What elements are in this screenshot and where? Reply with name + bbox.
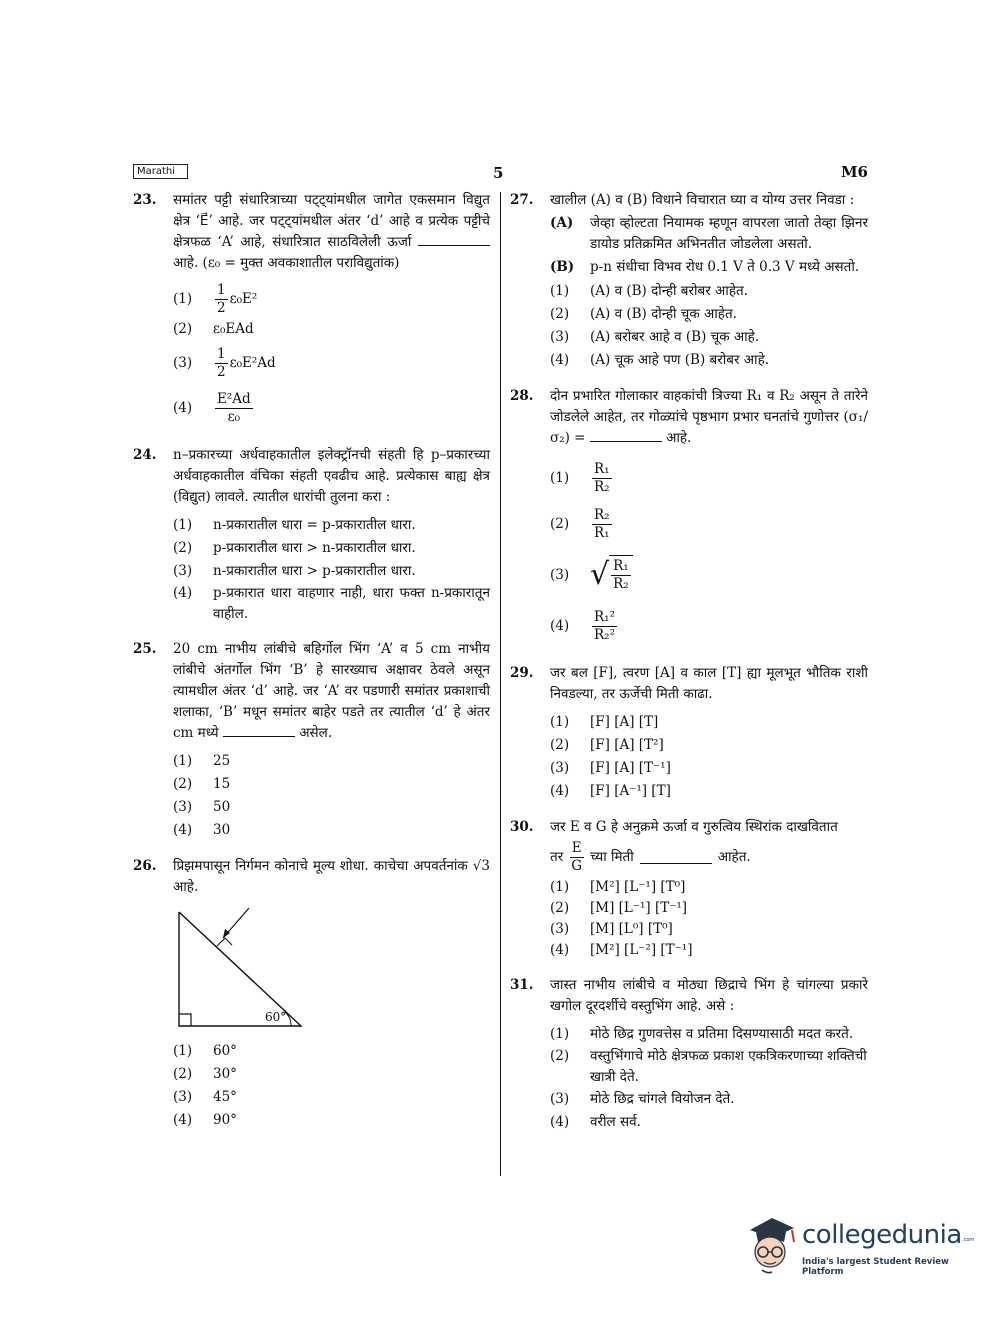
option-2[interactable]: (2) [M] [L⁻¹] [T⁻¹] bbox=[550, 900, 688, 916]
fraction: $\frac{1}{2}$ bbox=[217, 345, 226, 380]
question-23 bbox=[133, 190, 490, 431]
option-1[interactable]: (1) n-प्रकारातील धारा = p-प्रकारातील धारा. bbox=[173, 517, 416, 533]
statement-a: (A) जेव्हा व्होल्टता नियामक म्हणून वापरला जातो तेव्हा झिनर डायोड प्रतिक्रमित अभिनतीत जोडलेला असतो. bbox=[550, 215, 868, 252]
option-1[interactable]: (1) [M²] [L⁻¹] [T⁰] bbox=[550, 879, 686, 895]
question-26 bbox=[133, 856, 490, 1132]
prism-outline bbox=[179, 912, 301, 1026]
options bbox=[550, 877, 868, 961]
page-number: 5 bbox=[493, 164, 504, 182]
question-number: 28. bbox=[510, 388, 534, 404]
option-2[interactable]: (2) $\frac{\text{R₂}}{\text{R₁}}$ bbox=[550, 506, 610, 541]
option-2[interactable]: (2) वस्तुभिंगाचे मोठे क्षेत्रफळ प्रकाश एकत्रिकरणाच्या शक्तिची खात्री देते. bbox=[550, 1048, 867, 1085]
answer-blank bbox=[418, 233, 490, 246]
question-text: जास्त नाभीय लांबीचे व मोठ्या छिद्राचे भिंग हे चांगल्या प्रकारे खगोल दूरदर्शीचे वस्तुभिंग आहे. असे : bbox=[550, 977, 868, 1014]
option-4[interactable]: (4) (A) चूक आहे पण (B) बरोबर आहे. bbox=[550, 352, 770, 368]
prism-diagram bbox=[173, 904, 313, 1034]
option-4[interactable]: (4) 30 bbox=[173, 822, 231, 838]
question-number: 29. bbox=[510, 665, 534, 681]
collegedunia-logo[interactable] bbox=[742, 1212, 975, 1282]
column-divider bbox=[500, 192, 501, 1176]
option-4[interactable]: (4) $\frac{\text{R₁²}}{\text{R₂²}}$ bbox=[550, 608, 615, 643]
option-3[interactable]: (3) √ $\frac{\text{R₁}}{\text{R₂}}$ bbox=[550, 547, 868, 603]
option-3[interactable]: (3) n-प्रकारातील धारा > p-प्रकारातील धारा. bbox=[173, 563, 416, 579]
answer-blank bbox=[640, 851, 712, 864]
options bbox=[173, 750, 490, 842]
option-2[interactable]: (2) 30° bbox=[173, 1066, 237, 1082]
option-1[interactable]: (1) $\frac{1}{2}$ ε₀E² bbox=[173, 281, 258, 316]
option-4[interactable]: (4) p-प्रकारात धारा वाहणार नाही, धारा फक्त n-प्रकारातून वाहील. bbox=[173, 585, 490, 622]
question-text: प्रिझमपासून निर्गमन कोनाचे मूल्य शोधा. काचेचा अपवर्तनांक √3 आहे. bbox=[173, 858, 490, 895]
option-4[interactable]: (4) वरील सर्व. bbox=[550, 1114, 641, 1130]
question-25 bbox=[133, 639, 490, 842]
right-angle-mark bbox=[179, 1014, 191, 1026]
question-30 bbox=[510, 817, 868, 961]
question-text: समांतर पट्टी संधारित्राच्या पट्ट्यांमधील जागेत एकसमान विद्युत क्षेत्र ‘E⃗’ आहे. जर पट्ट्यांमधील अंतर ‘d’ आहे व प्रत्येक पट्टीचे क्षेत्रफळ ‘A’ आहे, संधारित्रात साठविलेली ऊर्जा आहे. (ε₀ = मुक्त अवकाशातील पराविद्युतांक) bbox=[173, 192, 490, 271]
fraction: $\frac{E}{G}$ bbox=[571, 840, 583, 874]
question-text: जर E व G हे अनुक्रमे ऊर्जा व गुरुत्विय स्थिरांक दाखवितात तर $\frac{E}{G}$ च्या मिती आहेत. bbox=[550, 819, 838, 874]
question-28 bbox=[510, 386, 868, 649]
question-number: 31. bbox=[510, 977, 534, 993]
option-3[interactable]: (3) $\frac{1}{2}$ ε₀E²Ad bbox=[173, 345, 276, 380]
option-1[interactable]: (1) 60° bbox=[173, 1043, 237, 1059]
option-2[interactable]: (2) ε₀EAd bbox=[173, 321, 254, 337]
option-1[interactable]: (1) [F] [A] [T] bbox=[550, 714, 659, 730]
option-3[interactable]: (3) [F] [A] [T⁻¹] bbox=[550, 760, 671, 776]
square-root: √ $\frac{\text{R₁}}{\text{R₂}}$ bbox=[590, 555, 633, 595]
fraction: $\frac{\text{R₁}}{\text{R₂}}$ bbox=[594, 460, 610, 495]
question-text: जर बल [F], त्वरण [A] व काल [T] ह्या मूलभूत भौतिक राशी निवडल्या, तर ऊर्जेची मिती काढा. bbox=[550, 665, 868, 702]
options bbox=[173, 514, 490, 625]
fraction: $\frac{\text{E²Ad}}{\text{ε₀}}$ bbox=[217, 390, 251, 425]
question-text: खालील (A) व (B) विधाने विचारात घ्या व योग्य उत्तर निवडा : bbox=[550, 192, 855, 208]
option-3[interactable]: (3) (A) बरोबर आहे व (B) चूक आहे. bbox=[550, 329, 760, 345]
normal-mark bbox=[217, 938, 232, 946]
left-column bbox=[133, 190, 490, 1146]
question-text: n–प्रकारच्या अर्धवाहकातील इलेक्ट्रॉनची संहती हि p–प्रकारच्या अर्धवाहकातील वंचिका संहती एवढीच आहे. प्रत्येकास बाह्य क्षेत्र (विद्युत) लावले. त्यातील धारांची तुलना करा : bbox=[173, 447, 490, 505]
question-number: 23. bbox=[133, 192, 157, 208]
right-column bbox=[510, 190, 868, 1148]
options bbox=[550, 455, 868, 649]
answer-blank bbox=[223, 724, 295, 737]
language-label: Marathi bbox=[133, 164, 188, 179]
question-number: 25. bbox=[133, 641, 157, 657]
options bbox=[173, 1040, 490, 1132]
fraction: $\frac{1}{2}$ bbox=[217, 281, 226, 316]
option-1[interactable]: (1) $\frac{\text{R₁}}{\text{R₂}}$ bbox=[550, 460, 610, 495]
options bbox=[550, 280, 868, 372]
question-27 bbox=[510, 190, 868, 372]
question-31 bbox=[510, 975, 868, 1134]
answer-blank bbox=[590, 429, 662, 442]
statement-b: (B) p-n संधीचा विभव रोध 0.1 V ते 0.3 V मध्ये असतो. bbox=[550, 259, 860, 275]
option-3[interactable]: (3) 50 bbox=[173, 799, 231, 815]
option-4[interactable]: (4) $\frac{\text{E²Ad}}{\text{ε₀}}$ bbox=[173, 390, 251, 425]
question-text: 20 cm नाभीय लांबीचे बहिर्गोल भिंग ‘A’ व 5 cm नाभीय लांबीचे अंतर्गोल भिंग ‘B’ हे सारख्याच अक्षावर ठेवले असून त्यामधील अंतर ‘d’ आहे. जर ‘A’ वर पडणारी समांतर प्रकाशाची शलाका, ‘B’ मधून समांतर बाहेर पडते तर त्यातील ‘d’ हे अंतर cm मध्ये असेल. bbox=[173, 641, 490, 741]
option-2[interactable]: (2) (A) व (B) दोन्ही चूक आहेत. bbox=[550, 306, 737, 322]
logo-tagline: India's largest Student Review Platform bbox=[802, 1257, 949, 1277]
mascot-icon bbox=[742, 1212, 798, 1278]
option-4[interactable]: (4) [M²] [L⁻²] [T⁻¹] bbox=[550, 942, 693, 958]
option-1[interactable]: (1) (A) व (B) दोन्ही बरोबर आहेत. bbox=[550, 283, 748, 299]
option-4[interactable]: (4) [F] [A⁻¹] [T] bbox=[550, 783, 671, 799]
option-3[interactable]: (3) 45° bbox=[173, 1089, 237, 1105]
logo-wordmark: collegedunia bbox=[802, 1220, 962, 1250]
options bbox=[550, 1023, 868, 1134]
question-29 bbox=[510, 663, 868, 803]
question-number: 26. bbox=[133, 858, 157, 874]
question-number: 30. bbox=[510, 819, 534, 835]
question-24 bbox=[133, 445, 490, 625]
option-2[interactable]: (2) p-प्रकारातील धारा > n-प्रकारातील धारा. bbox=[173, 540, 416, 556]
options bbox=[550, 711, 868, 803]
option-2[interactable]: (2) [F] [A] [T²] bbox=[550, 737, 664, 753]
option-1[interactable]: (1) मोठे छिद्र गुणवत्तेस व प्रतिमा दिसण्यासाठी मदत करते. bbox=[550, 1026, 854, 1042]
option-4[interactable]: (4) 90° bbox=[173, 1112, 237, 1128]
options bbox=[173, 280, 490, 431]
paper-code: M6 bbox=[840, 163, 868, 181]
option-1[interactable]: (1) 25 bbox=[173, 753, 231, 769]
option-3[interactable]: (3) मोठे छिद्र चांगले वियोजन देते. bbox=[550, 1091, 735, 1107]
option-2[interactable]: (2) 15 bbox=[173, 776, 231, 792]
option-3[interactable]: (3) [M] [L⁰] [T⁰] bbox=[550, 921, 673, 937]
question-number: 24. bbox=[133, 447, 157, 463]
fraction: $\frac{\text{R₁²}}{\text{R₂²}}$ bbox=[594, 608, 615, 643]
fraction: $\frac{\text{R₂}}{\text{R₁}}$ bbox=[594, 506, 610, 541]
question-text: दोन प्रभारित गोलाकार वाहकांची त्रिज्या R₁ व R₂ असून ते तारेने जोडलेले आहेत, तर गोळ्यांचे पृष्ठभाग प्रभार घनतांचे गुणोत्तर (σ₁/σ₂) = आहे. bbox=[550, 388, 868, 446]
angle-label: 60° bbox=[265, 1010, 287, 1024]
logo-domain: .com bbox=[962, 1237, 975, 1243]
question-number: 27. bbox=[510, 192, 534, 208]
